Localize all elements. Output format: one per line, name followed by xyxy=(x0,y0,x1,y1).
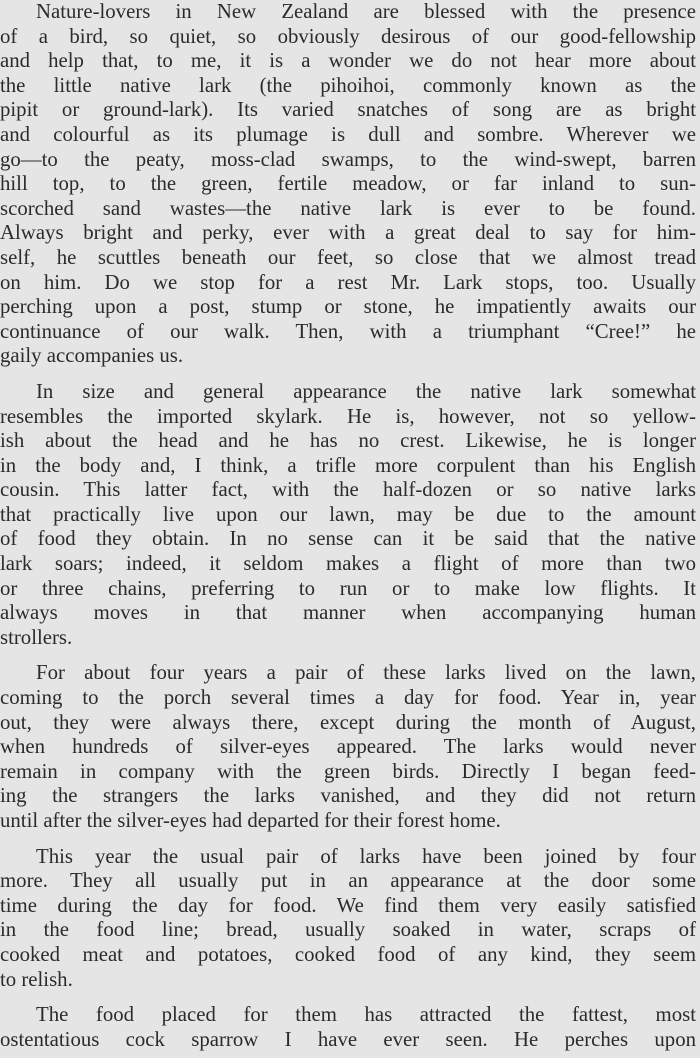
text-line: to relish. xyxy=(0,967,73,991)
text-line: For about four years a pair of these larks lived on the lawn, xyxy=(36,661,696,685)
text-line: pipit or ground-lark). Its varied snatches of song are as bright xyxy=(0,98,696,122)
text-line: in the food line; bread, usually soaked in water, scraps of xyxy=(0,918,696,942)
text-line: time during the day for food. We find them very easily satisfied xyxy=(0,893,696,917)
text-line: ish about the head and he has no crest. Likewise, he is longer xyxy=(0,429,696,453)
text-line: This year the usual pair of larks have been joined by four xyxy=(36,844,696,868)
text-line: or three chains, preferring to run or to make low flights. It xyxy=(0,576,696,600)
text-line: gaily accompanies us. xyxy=(0,344,184,368)
text-line: coming to the porch several times a day for food. Year in, year xyxy=(0,686,696,710)
text-line: resembles the imported skylark. He is, however, not so yellow- xyxy=(0,404,696,428)
text-line: perching upon a post, stump or stone, he impatiently awaits our xyxy=(0,295,696,319)
text-line: cousin. This latter fact, with the half-dozen or so native larks xyxy=(0,478,696,502)
text-line: in the body and, I think, a trifle more corpulent than his English xyxy=(0,453,696,477)
paragraph-sparrow xyxy=(0,1003,696,1052)
text-line: hill top, to the green, fertile meadow, or far inland to sun- xyxy=(0,172,696,196)
paragraph-this-year xyxy=(0,845,696,993)
text-line: In size and general appearance the native lark somewhat xyxy=(36,379,696,403)
text-line: strollers. xyxy=(0,625,73,649)
text-line: and colourful as its plumage is dull and sombre. Wherever we xyxy=(0,122,696,146)
text-line: The food placed for them has attracted the fattest, most xyxy=(36,1003,696,1027)
text-line: cooked meat and potatoes, cooked food of any kind, they seem xyxy=(0,942,696,966)
text-line: lark soars; indeed, it seldom makes a flight of more than two xyxy=(0,552,696,576)
paragraph-native-lark-intro xyxy=(0,0,696,369)
text-line: Always bright and perky, ever with a great deal to say for him- xyxy=(0,221,696,245)
text-line: that practically live upon our lawn, may be due to the amount xyxy=(0,502,696,526)
text-line: continuance of our walk. Then, with a triumphant “Cree!” he xyxy=(0,319,696,343)
text-line: until after the silver-eyes had departed for their forest home. xyxy=(0,809,501,832)
text-line: ing the strangers the larks vanished, and they did not return xyxy=(0,784,696,808)
text-line: self, he scuttles beneath our feet, so close that we almost tread xyxy=(0,245,696,269)
text-line: more. They all usually put in an appearance at the door some xyxy=(0,869,696,893)
text-line: of food they obtain. In no sense can it be said that the native xyxy=(0,527,696,551)
paragraph-four-years xyxy=(0,661,696,833)
text-line: go—to the peaty, moss-clad swamps, to the wind-swept, barren xyxy=(0,147,696,171)
text-line: on him. Do we stop for a rest Mr. Lark stops, too. Usually xyxy=(0,270,696,294)
paragraph-size-appearance xyxy=(0,380,696,651)
text-line: out, they were always there, except during the month of August, xyxy=(0,710,696,734)
text-line: remain in company with the green birds. Directly I began feed- xyxy=(0,759,696,783)
text-line: always moves in that manner when accompanying human xyxy=(0,601,696,625)
text-line: ostentatious cock sparrow I have ever seen. He perches upon xyxy=(0,1027,696,1051)
text-line: scorched sand wastes—the native lark is ever to be found. xyxy=(0,196,696,220)
text-line: of a bird, so quiet, so obviously desirous of our good-fellowship xyxy=(0,24,696,48)
text-line: the little native lark (the pihoihoi, commonly known as the xyxy=(0,73,696,97)
text-line: and help that, to me, it is a wonder we do not hear more about xyxy=(0,49,696,73)
text-line: Nature-lovers in New Zealand are blessed with the presence xyxy=(36,0,696,23)
text-line: when hundreds of silver-eyes appeared. The larks would never xyxy=(0,735,696,759)
